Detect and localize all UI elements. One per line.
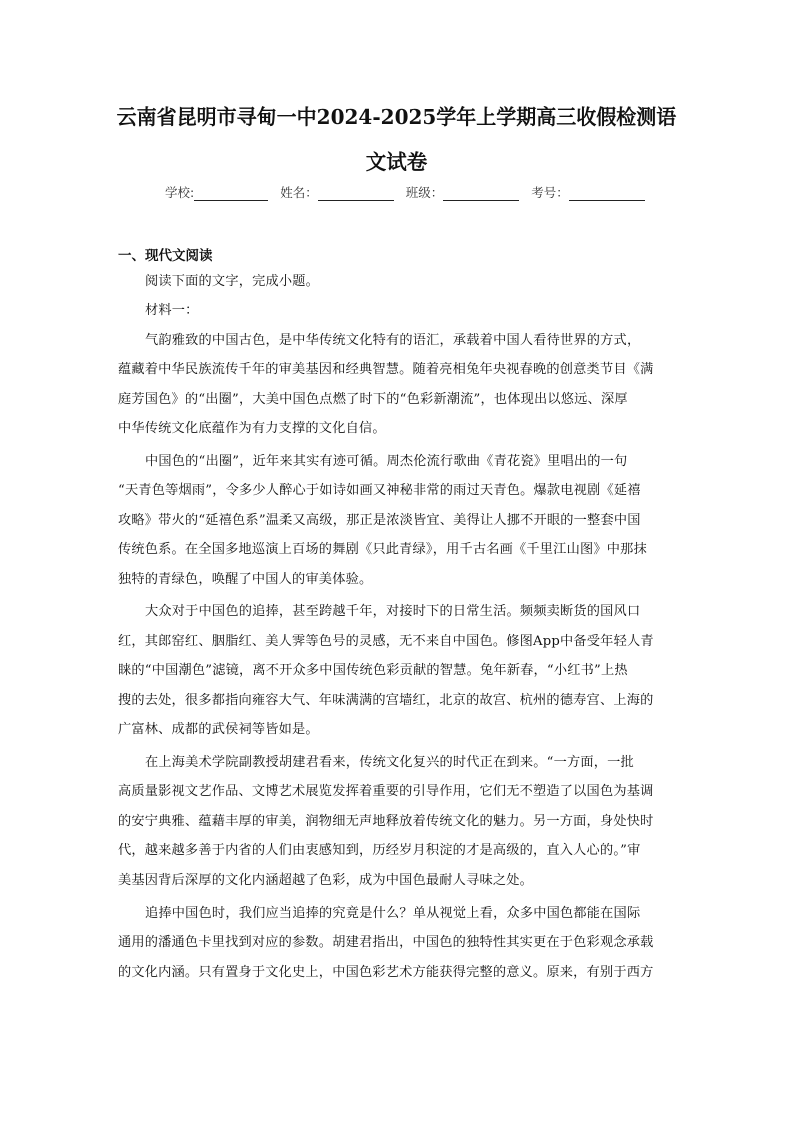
exam-title-line-2: 文试卷 [365, 150, 428, 174]
class-label: 班级： [405, 185, 444, 200]
name-blank[interactable] [318, 187, 394, 201]
paragraph-line: “天青色等烟雨”，令多少人醉心于如诗如画又神秘非常的雨过天青色。爆款电视剧《延禧 [118, 483, 641, 498]
section-heading: 一、现代文阅读 [118, 248, 213, 264]
paragraph-line: 广富林、成都的武侯祠等皆如是。 [118, 722, 319, 737]
paragraph-line: 搜的去处，很多都指向雍容大气、年味满满的宫墙红，北京的故宫、杭州的德寿宫、上海的 [118, 693, 654, 708]
paragraph-line: 的安宁典雅、蕴藉丰厚的审美，润物细无声地释放着传统文化的魅力。另一方面，身处快时 [118, 814, 654, 829]
paragraph-line: 独特的青绿色，唤醒了中国人的审美体验。 [118, 572, 373, 587]
paragraph-line: 攻略》带火的“延禧色系”温柔又高级，那正是浓淡皆宜、美得让人挪不开眼的一整套中国 [118, 513, 641, 528]
class-blank[interactable] [443, 187, 519, 201]
paragraph-line: 美基因背后深厚的文化内涵超越了色彩，成为中国色最耐人寻味之处。 [118, 873, 534, 888]
paragraph-line: 红，其郎窑红、胭脂红、美人霁等色号的灵感，无不来自中国色。修图App中备受年轻人青 [118, 634, 654, 649]
instruction-text: 阅读下面的文字，完成小题。 [145, 274, 320, 289]
paragraph-line: 在上海美术学院副教授胡建君看来，传统文化复兴的时代正在到来。“一方面，一批 [145, 755, 634, 770]
school-blank[interactable] [194, 187, 268, 201]
paragraph-line: 中国色的“出圈”，近年来其实有迹可循。周杰伦流行歌曲《青花瓷》里唱出的一句 [145, 454, 628, 469]
paragraph-line: 中华传统文化底蕴作为有力支撑的文化自信。 [118, 421, 386, 436]
exam-title-line-1: 云南省昆明市寻甸一中2024-2025学年上学期高三收假检测语 [116, 105, 677, 129]
school-label: 学校: [165, 185, 195, 200]
exam-number-label: 考号： [531, 185, 569, 200]
paragraph-line: 高质量影视文艺作品、文博艺术展览发挥着重要的引导作用，它们无不塑造了以国色为基调 [118, 784, 654, 799]
paragraph-line: 庭芳国色》的“出圈”，大美中国色点燃了时下的“色彩新潮流”，也体现出以悠远、深厚 [118, 392, 628, 407]
paragraph-line: 传统色系。在全国多地巡演上百场的舞剧《只此青绿》，用千古名画《千里江山图》中那抹 [118, 542, 647, 557]
exam-number-blank[interactable] [569, 187, 645, 201]
paragraph-line: 通用的潘通色卡里找到对应的参数。胡建君指出，中国色的独特性其实更在于色彩观念承载 [118, 935, 654, 950]
paragraph-line: 睐的“中国潮色”滤镜，离不开众多中国传统色彩贡献的智慧。兔年新春，“小红书”上热 [118, 663, 628, 678]
paragraph-line: 的文化内涵。只有置身于文化史上，中国色彩艺术方能获得完整的意义。原来，有别于西方 [118, 965, 654, 980]
student-info-row [165, 183, 653, 201]
paragraph-line: 追捧中国色时，我们应当追捧的究竟是什么？单从视觉上看，众多中国色都能在国际 [145, 906, 641, 921]
paragraph-line: 大众对于中国色的追捧，甚至跨越千年，对接时下的日常生活。频频卖断货的国风口 [145, 604, 641, 619]
name-label: 姓名： [280, 185, 318, 200]
paragraph-line: 气韵雅致的中国古色，是中华传统文化特有的语汇，承载着中国人看待世界的方式， [145, 333, 641, 348]
paragraph-line: 蕴藏着中华民族流传千年的审美基因和经典智慧。随着亮相兔年央视春晚的创意类节目《满 [118, 362, 654, 377]
paragraph-line: 代，越来越多善于内省的人们由衷感知到，历经岁月积淀的才是高级的，直入人心的。”审 [118, 843, 641, 858]
material-label: 材料一： [145, 303, 199, 318]
